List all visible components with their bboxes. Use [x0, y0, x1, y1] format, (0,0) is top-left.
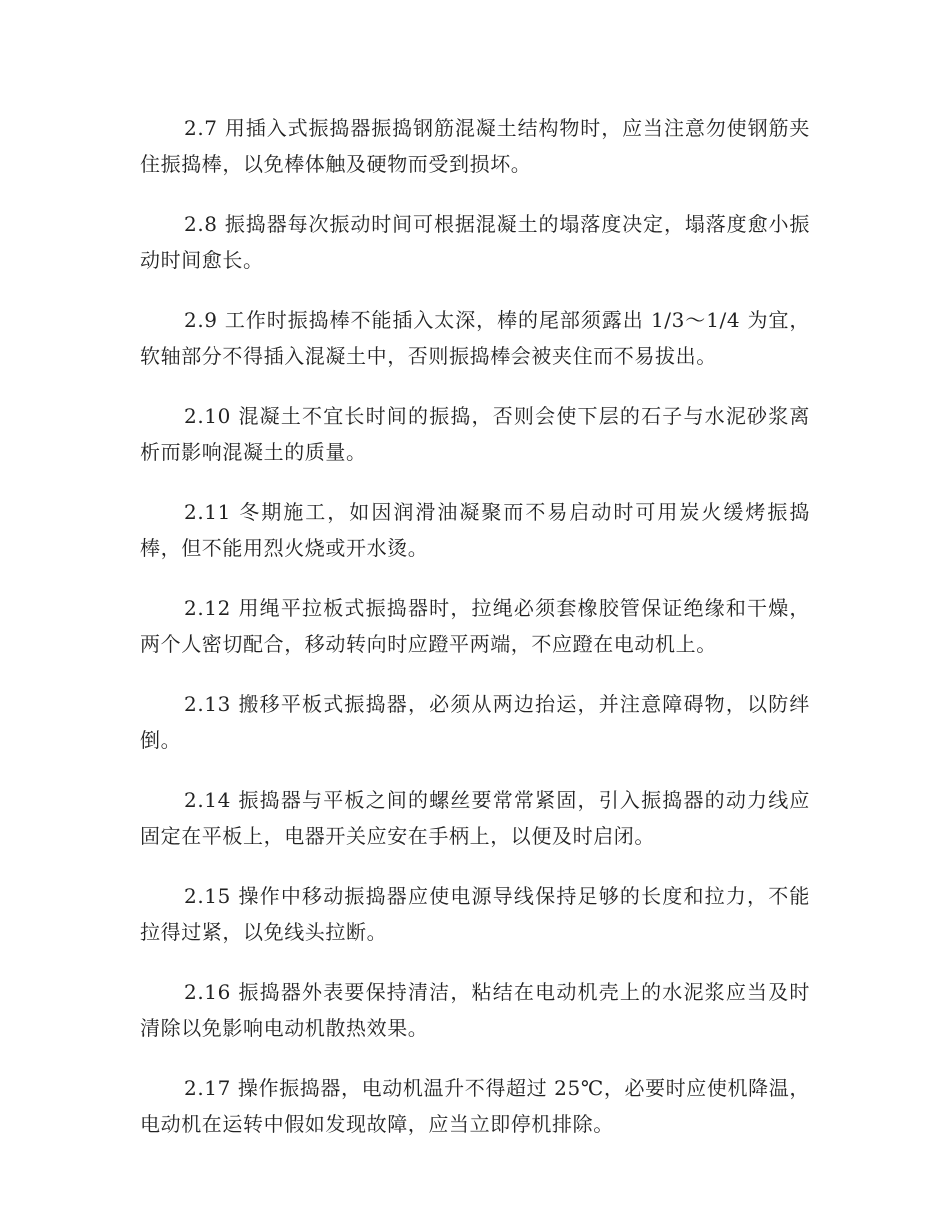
- paragraph-2-17: 2.17 操作振捣器，电动机温升不得超过 25℃，必要时应使机降温，电动机在运转中假如发现故障，应当立即停机排除。: [140, 1076, 810, 1136]
- document-body: [140, 110, 810, 1166]
- paragraph-2-11: 2.11 冬期施工，如因润滑油凝聚而不易启动时可用炭火缓烤振捣棒，但不能用烈火烧或开水烫。: [140, 500, 810, 560]
- paragraph-2-9: 2.9 工作时振捣棒不能插入太深，棒的尾部须露出 1/3～1/4 为宜，软轴部分不得插入混凝土中，否则振捣棒会被夹住而不易拔出。: [140, 308, 810, 368]
- paragraph-2-15: 2.15 操作中移动振捣器应使电源导线保持足够的长度和拉力，不能拉得过紧，以免线头拉断。: [140, 884, 810, 944]
- paragraph-2-8: 2.8 振捣器每次振动时间可根据混凝土的塌落度决定，塌落度愈小振动时间愈长。: [140, 212, 810, 272]
- paragraph-2-12: 2.12 用绳平拉板式振捣器时，拉绳必须套橡胶管保证绝缘和干燥，两个人密切配合，移动转向时应蹬平两端，不应蹬在电动机上。: [140, 596, 810, 656]
- paragraph-2-14: 2.14 振捣器与平板之间的螺丝要常常紧固，引入振捣器的动力线应固定在平板上，电器开关应安在手柄上，以便及时启闭。: [140, 788, 810, 848]
- paragraph-2-10: 2.10 混凝土不宜长时间的振捣，否则会使下层的石子与水泥砂浆离析而影响混凝土的质量。: [140, 404, 810, 464]
- paragraph-2-16: 2.16 振捣器外表要保持清洁，粘结在电动机壳上的水泥浆应当及时清除以免影响电动机散热效果。: [140, 980, 810, 1040]
- paragraph-2-7: 2.7 用插入式振捣器振捣钢筋混凝土结构物时，应当注意勿使钢筋夹住振捣棒，以免棒体触及硬物而受到损坏。: [140, 116, 810, 176]
- paragraph-2-13: 2.13 搬移平板式振捣器，必须从两边抬运，并注意障碍物，以防绊倒。: [140, 692, 810, 752]
